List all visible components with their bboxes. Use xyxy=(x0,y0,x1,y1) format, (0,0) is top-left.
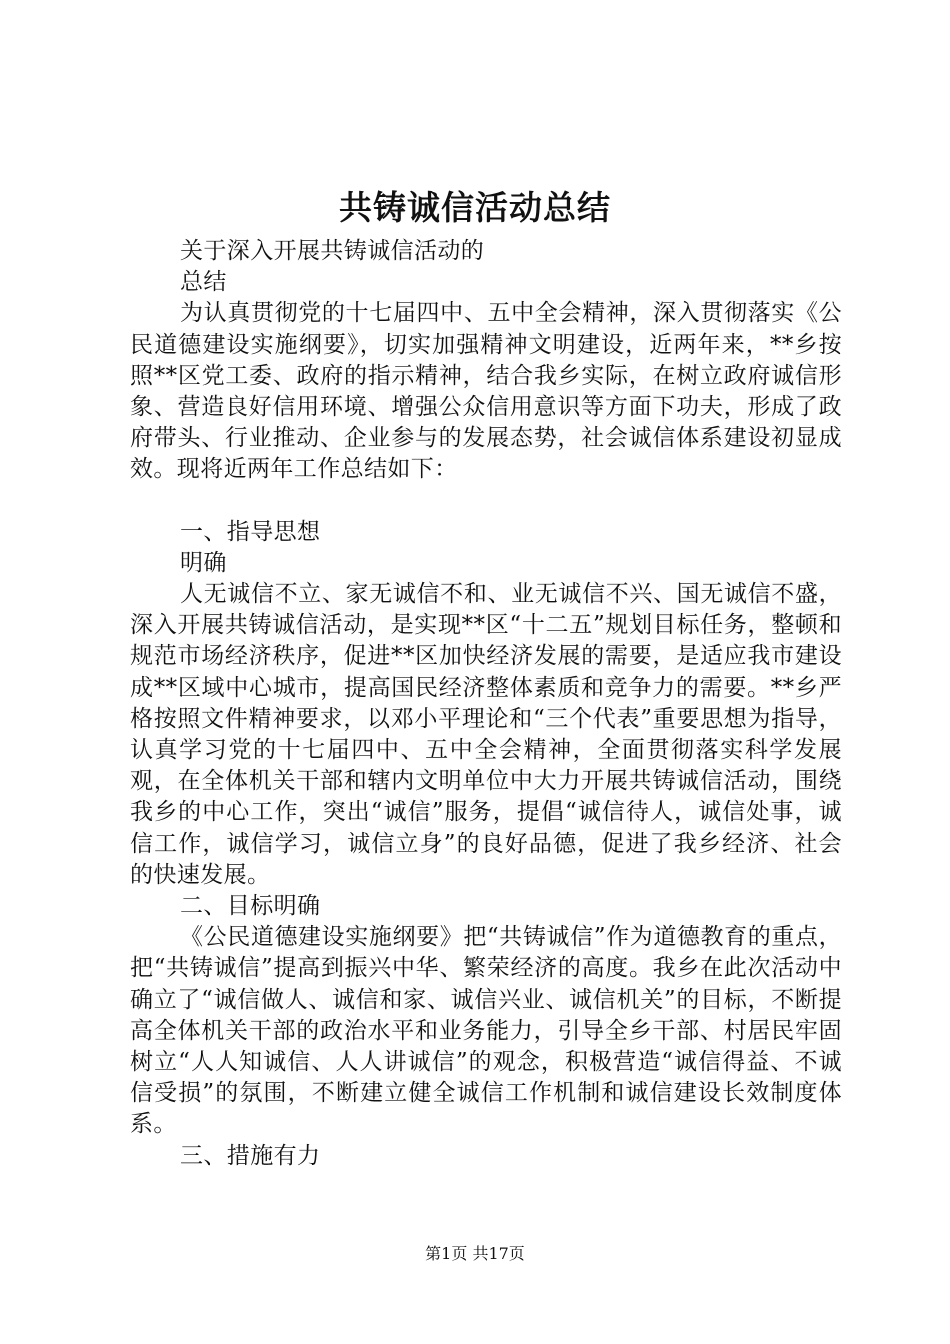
section-heading-2: 二、目标明确 xyxy=(180,893,321,920)
document-title: 共铸诚信活动总结 xyxy=(339,188,611,227)
document-body xyxy=(130,236,842,1172)
section-heading-3: 三、措施有力 xyxy=(180,1142,321,1169)
section-heading-1-cont: 明确 xyxy=(180,549,227,576)
subtitle-line-1: 关于深入开展共铸诚信活动的 xyxy=(180,238,485,264)
subtitle-line-2: 总结 xyxy=(180,269,227,296)
guiding-thought-paragraph: 人无诚信不立、家无诚信不和、业无诚信不兴、国无诚信不盛，深入开展共铸诚信活动，是实现**区“十二五”规划目标任务，整顿和规范市场经济秩序，促进**区加快经济发展的需要，是适应我市建设成**区域中心城市，提高国民经济整体素质和竞争力的需要。**乡严格按照文件精神要求，以邓小平理论和“三个代表”重要思想为指导，认真学习党的十七届四中、五中全会精神，全面贯彻落实科学发展观，在全体机关干部和辖内文明单位中大力开展共铸诚信活动，围绕我乡的中心工作，突出“诚信”服务，提倡“诚信待人，诚信处事，诚信工作，诚信学习，诚信立身”的良好品德，促进了我乡经济、社会的快速发展。 xyxy=(130,581,842,888)
paragraph-gap xyxy=(130,486,842,517)
goal-paragraph: 《公民道德建设实施纲要》把“共铸诚信”作为道德教育的重点，把“共铸诚信”提高到振兴中华、繁荣经济的高度。我乡在此次活动中确立了“诚信做人、诚信和家、诚信兴业、诚信机关”的目标，不断提高全体机关干部的政治水平和业务能力，引导全乡干部、村居民牢固树立“人人知诚信、人人讲诚信”的观念，积极营造“诚信得益、不诚信受损”的氛围，不断建立健全诚信工作机制和诚信建设长效制度体系。 xyxy=(130,924,842,1138)
page-number: 第1页 共17页 xyxy=(425,1244,525,1263)
intro-paragraph: 为认真贯彻党的十七届四中、五中全会精神，深入贯彻落实《公民道德建设实施纲要》，切实加强精神文明建设，近两年来，**乡按照**区党工委、政府的指示精神，结合我乡实际，在树立政府诚信形象、营造良好信用环境、增强公众信用意识等方面下功夫，形成了政府带头、行业推动、企业参与的发展态势，社会诚信体系建设初显成效。现将近两年工作总结如下： xyxy=(130,300,842,483)
section-heading-1: 一、指导思想 xyxy=(180,518,321,545)
